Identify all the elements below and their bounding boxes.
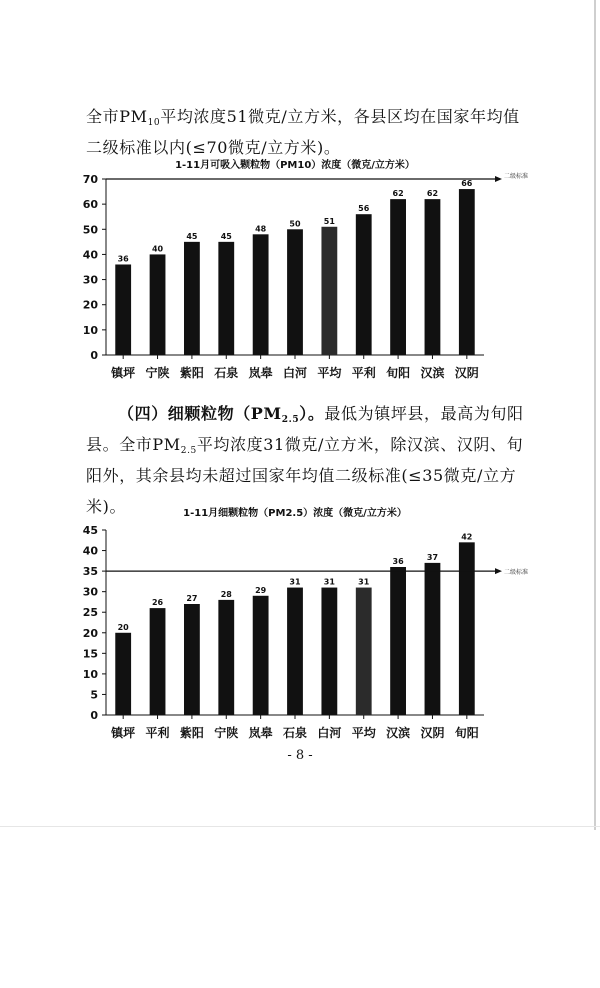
- data-label: 56: [358, 204, 370, 214]
- data-label: 31: [358, 577, 370, 587]
- category-label: 宁陕: [145, 366, 170, 380]
- pm25-chart-svg: [82, 508, 529, 744]
- category-label: 平利: [145, 726, 170, 740]
- category-label: 旬阳: [454, 726, 479, 740]
- y-tick-label: 50: [82, 223, 98, 237]
- data-label: 62: [426, 189, 439, 199]
- category-label: 白河: [317, 726, 342, 740]
- bar: [115, 264, 131, 355]
- y-tick-label: 40: [82, 544, 98, 558]
- para2-text-a: 最低为镇坪县，最高为旬阳县。全市PM: [86, 404, 524, 454]
- category-label: 石泉: [214, 366, 239, 380]
- category-label: 紫阳: [179, 366, 204, 380]
- heading-text-a: （四）细颗粒物（PM: [118, 404, 282, 423]
- bar: [321, 588, 337, 715]
- para1-subscript: 10: [147, 118, 161, 128]
- para2-subscript: 2.5: [180, 446, 197, 456]
- category-label: 旬阳: [386, 366, 411, 380]
- y-tick-label: 40: [82, 248, 98, 262]
- y-tick-label: 5: [90, 688, 98, 702]
- category-label: 平均: [351, 726, 376, 740]
- data-label: 31: [323, 577, 335, 587]
- pm10-bar-chart: [82, 160, 529, 396]
- bar: [218, 242, 234, 355]
- bar: [356, 214, 372, 355]
- data-label: 28: [220, 589, 232, 599]
- bar: [115, 633, 131, 715]
- scan-edge-line: [594, 0, 596, 830]
- bar: [184, 242, 200, 355]
- bar: [150, 254, 166, 355]
- category-label: 汉阴: [454, 366, 479, 380]
- y-tick-label: 30: [82, 273, 98, 287]
- data-label: 20: [117, 622, 129, 632]
- bar: [390, 567, 406, 715]
- chart-title: 1-11月细颗粒物（PM2.5）浓度（微克/立方米）: [183, 508, 407, 519]
- para1-text-b: 平均浓度51微克/立方米，各县区均在国家年均值二级标准以内(≤70微克/立方米)。: [86, 107, 520, 157]
- bar: [287, 229, 303, 355]
- data-label: 40: [151, 244, 164, 254]
- bar: [287, 588, 303, 715]
- data-label: 36: [117, 254, 129, 264]
- bar: [253, 596, 269, 715]
- y-tick-label: 30: [82, 585, 98, 599]
- y-tick-label: 25: [82, 606, 98, 620]
- data-label: 48: [255, 224, 267, 234]
- para2-text-b: 平均浓度31微克/立方米，除汉滨、汉阴、旬阳外，其余县均未超过国家年均值二级标准(≤35微克/立方米)。: [86, 435, 524, 516]
- category-label: 平均: [317, 366, 342, 380]
- bar: [184, 604, 200, 715]
- y-tick-label: 10: [82, 323, 98, 337]
- data-label: 51: [323, 216, 335, 226]
- chart-title: 1-11月可吸入颗粒物（PM10）浓度（微克/立方米）: [175, 160, 415, 171]
- y-tick-label: 15: [82, 647, 98, 661]
- data-label: 27: [186, 594, 198, 603]
- category-label: 宁陕: [214, 726, 239, 740]
- heading-subscript: 2.5: [281, 415, 300, 425]
- reference-line-label: 二级标准: [504, 569, 529, 577]
- data-label: 36: [392, 557, 404, 566]
- category-label: 镇坪: [111, 726, 136, 740]
- bar: [390, 199, 406, 355]
- data-label: 45: [220, 231, 232, 241]
- bar: [321, 227, 337, 355]
- pm10-summary-paragraph: [86, 101, 534, 163]
- page-number: - 8 -: [287, 748, 313, 763]
- bar: [356, 588, 372, 715]
- bar: [459, 542, 475, 715]
- category-label: 白河: [282, 366, 308, 380]
- bar: [459, 189, 475, 355]
- y-tick-label: 60: [82, 198, 98, 212]
- data-label: 31: [289, 577, 301, 587]
- scan-bottom-line: [0, 826, 600, 827]
- section-heading: [118, 404, 324, 423]
- category-label: 镇坪: [111, 366, 136, 380]
- bar: [150, 608, 166, 715]
- data-label: 66: [461, 179, 473, 189]
- y-tick-label: 10: [82, 667, 98, 681]
- y-tick-label: 0: [90, 709, 98, 722]
- bar: [253, 234, 269, 355]
- para1-text-a: 全市PM: [86, 107, 148, 126]
- data-label: 29: [255, 585, 267, 595]
- reference-arrow: [495, 568, 502, 574]
- reference-line-label: 二级标准: [504, 173, 529, 180]
- category-label: 汉阴: [420, 726, 445, 740]
- data-label: 45: [186, 231, 198, 241]
- y-tick-label: 35: [82, 565, 98, 579]
- pm25-bar-chart: [82, 508, 529, 748]
- y-tick-label: 70: [82, 173, 98, 186]
- y-tick-label: 20: [82, 298, 98, 312]
- category-label: 岚皋: [248, 366, 273, 380]
- bar: [425, 563, 441, 715]
- category-label: 石泉: [282, 726, 308, 740]
- category-label: 岚皋: [248, 726, 273, 740]
- data-label: 37: [426, 552, 439, 562]
- reference-arrow: [495, 176, 502, 182]
- data-label: 26: [151, 598, 164, 608]
- category-label: 汉滨: [420, 366, 445, 380]
- data-label: 42: [461, 532, 473, 542]
- pm25-summary-paragraph: [86, 398, 534, 522]
- data-label: 50: [289, 219, 301, 229]
- bar: [218, 600, 234, 715]
- category-label: 紫阳: [179, 726, 204, 740]
- y-tick-label: 0: [90, 349, 98, 362]
- category-label: 汉滨: [386, 726, 411, 740]
- category-label: 平利: [351, 366, 376, 380]
- data-label: 62: [392, 189, 404, 199]
- bar: [425, 199, 441, 355]
- heading-text-b: ）。: [299, 404, 325, 423]
- pm10-chart-svg: [82, 160, 529, 392]
- y-tick-label: 20: [82, 626, 98, 640]
- y-tick-label: 45: [82, 524, 98, 537]
